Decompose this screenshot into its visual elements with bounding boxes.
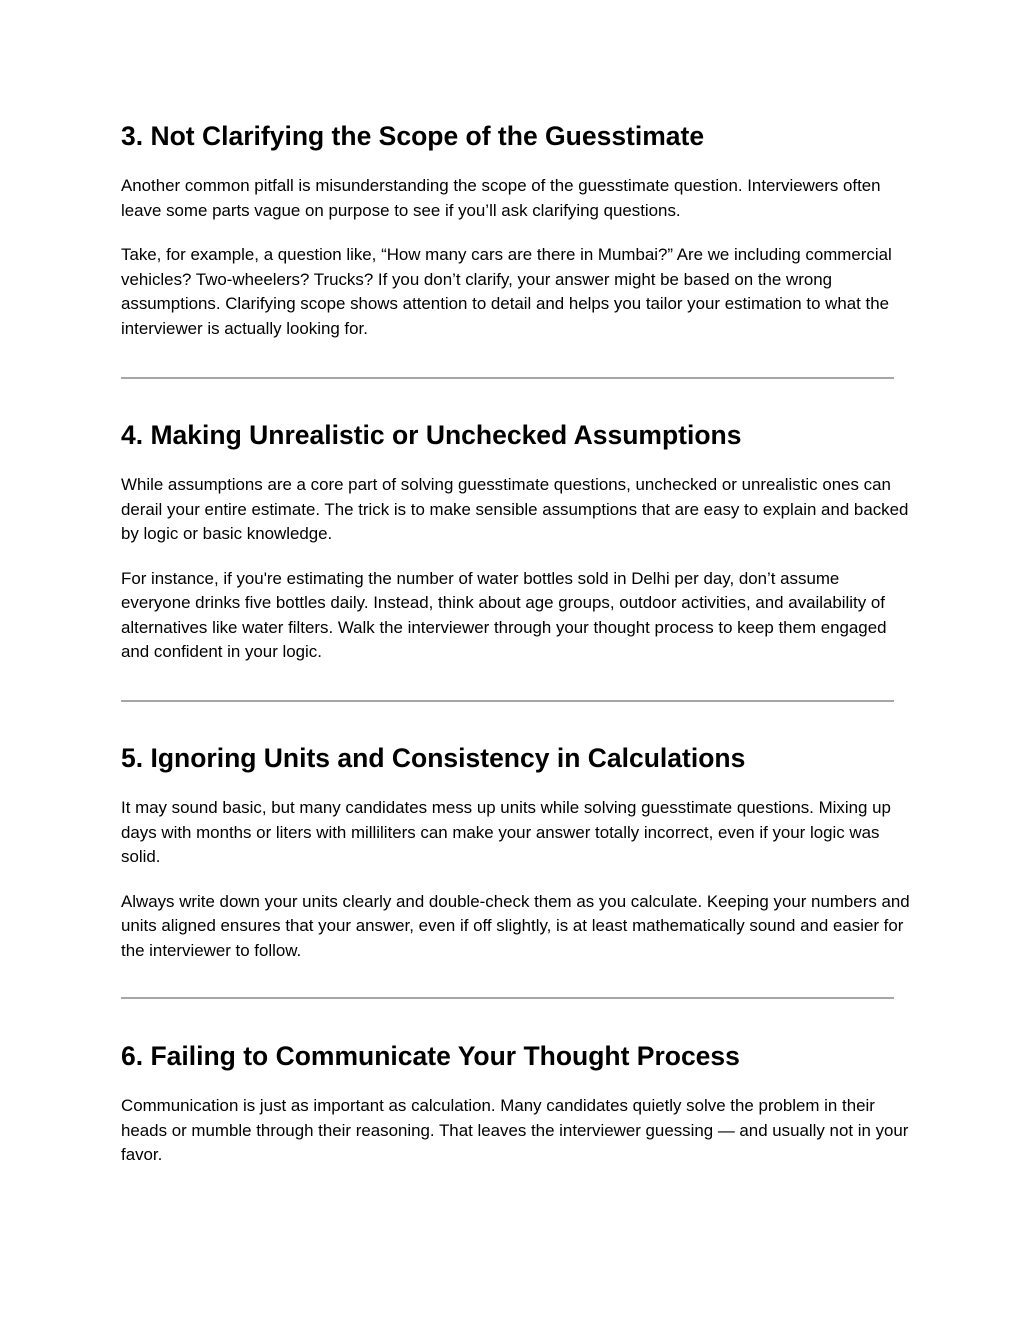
- section-5: [121, 740, 911, 983]
- body-paragraph: Always write down your units clearly and double-check them as you calculate. Keeping your numbers and units aligned ensures that your answer, even if off slightly, is at least mathematically sound and easier for the interviewer to follow.: [121, 891, 910, 960]
- body-paragraph: Communication is just as important as calculation. Many candidates quietly solve the problem in their heads or mumble through their reasoning. That leaves the interviewer guessing — and usually not in your favor.: [121, 1096, 909, 1164]
- section-heading: 3. Not Clarifying the Scope of the Guesstimate: [121, 121, 705, 151]
- section-divider: [121, 700, 894, 702]
- body-paragraph: Take, for example, a question like, “How many cars are there in Mumbai?” Are we including commercial vehicles? Two-wheelers? Trucks? If you don’t clarify, your answer might be based on the wrong assumptions. Clarifying scope shows attention to detail and helps you tailor your estimation to what the interviewer is actually looking for.: [121, 245, 892, 338]
- section-divider: [121, 997, 894, 999]
- section-heading: 5. Ignoring Units and Consistency in Calculations: [121, 743, 746, 773]
- section-heading: 6. Failing to Communicate Your Thought Process: [121, 1041, 740, 1071]
- body-paragraph: For instance, if you're estimating the number of water bottles sold in Delhi per day, don’t assume everyone drinks five bottles daily. Instead, think about age groups, outdoor activities, and availability of alternatives like water filters. Walk the interviewer through your thought process to keep them engaged and confident in your logic.: [121, 568, 887, 661]
- section-heading: 4. Making Unrealistic or Unchecked Assumptions: [121, 420, 742, 450]
- section-divider: [121, 377, 894, 379]
- section-3: [121, 118, 911, 361]
- body-paragraph: While assumptions are a core part of solving guesstimate questions, unchecked or unrealistic ones can derail your entire estimate. The trick is to make sensible assumptions that are easy to explain and backed by logic or basic knowledge.: [121, 475, 909, 543]
- body-paragraph: Another common pitfall is misunderstanding the scope of the guesstimate question. Interviewers often leave some parts vague on purpose to see if you’ll ask clarifying questions.: [121, 176, 881, 220]
- body-paragraph: It may sound basic, but many candidates mess up units while solving guesstimate questions. Mixing up days with months or liters with milliliters can make your answer totally incorrect, even if your logic was solid.: [121, 798, 891, 866]
- section-4: [121, 417, 911, 685]
- section-6: [121, 1038, 911, 1188]
